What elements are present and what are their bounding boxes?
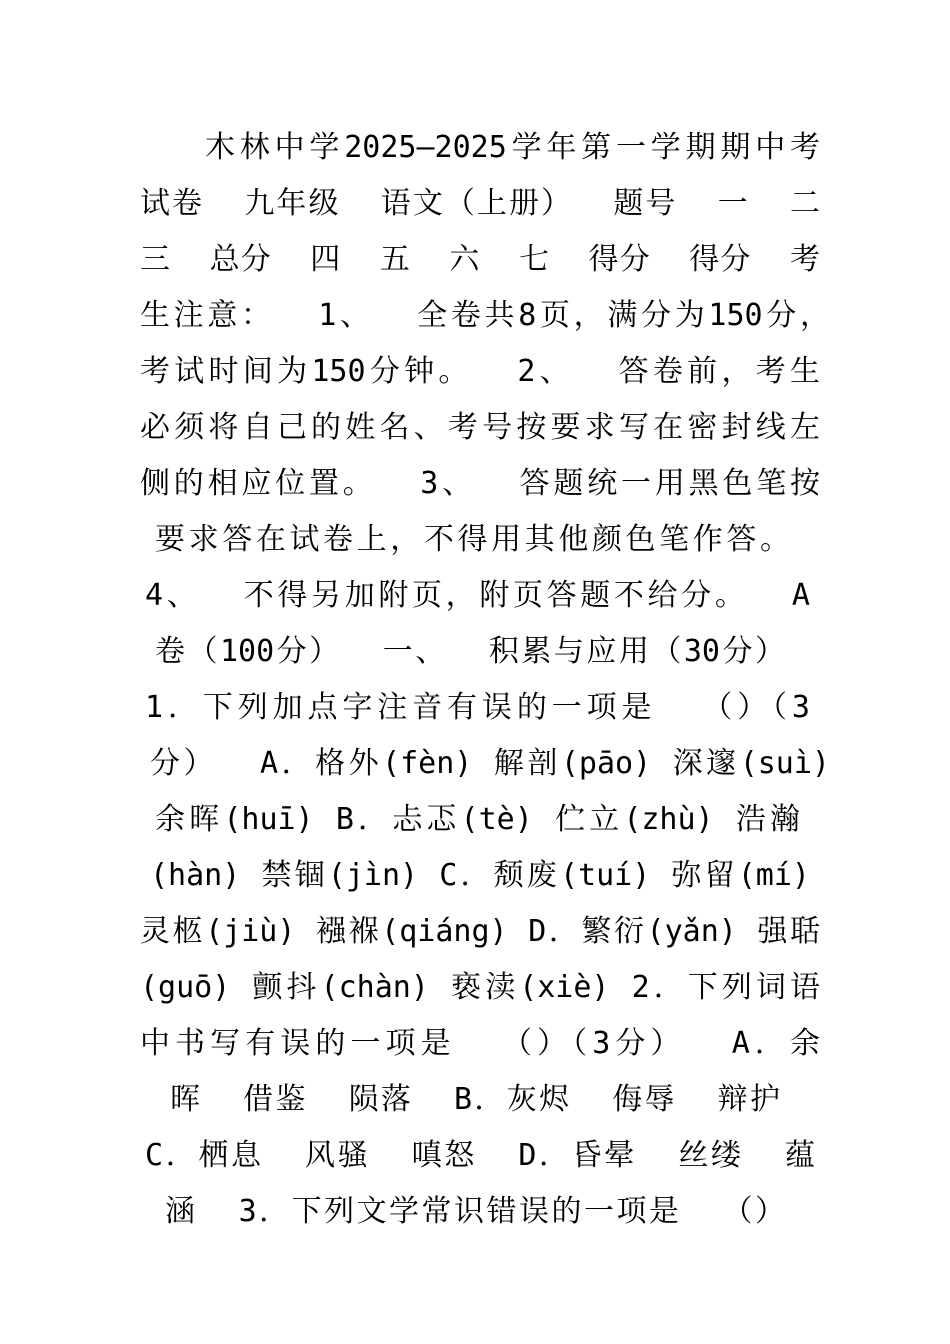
text-line-9: 4、 不得另加附页，附页答题不给分。 A [145, 578, 810, 613]
text-line-2: 试卷 九年级 语文（上册） 题号 一 二 [140, 186, 820, 221]
text-line-15: 灵柩(jiù) 襁褓(qiáng) D．繁衍(yǎn) 强聒 [140, 914, 820, 949]
text-line-19: C．栖息 风骚 嗔怒 D．昏晕 丝缕 蕴 [145, 1138, 815, 1173]
text-line-11: 1．下列加点字注音有误的一项是 （）（3 [145, 690, 810, 725]
text-line-16: (guō) 颤抖(chàn) 亵渎(xiè) 2．下列词语 [140, 970, 820, 1005]
text-line-4: 生注意： 1、 全卷共8页，满分为150分， [140, 298, 830, 333]
text-line-17: 中书写有误的一项是 （）（3分） A．余 [140, 1026, 820, 1061]
text-line-7: 侧的相应位置。 3、 答题统一用黑色笔按 [140, 466, 820, 501]
text-line-8: 要求答在试卷上，不得用其他颜色笔作答。 [155, 522, 790, 557]
text-line-6: 必须将自己的姓名、考号按要求写在密封线左 [140, 410, 820, 445]
text-line-20: 涵 3．下列文学常识错误的一项是 （） [165, 1194, 785, 1229]
text-line-14: (hàn) 禁锢(jìn) C．颓废(tuí) 弥留(mí) [150, 858, 810, 893]
text-line-18: 晖 借鉴 陨落 B．灰烬 侮辱 辩护 [170, 1082, 780, 1117]
text-line-3: 三 总分 四 五 六 七 得分 得分 考 [140, 242, 820, 277]
text-line-10: 卷（100分） 一、 积累与应用（30分） [155, 634, 785, 669]
text-line-12: 分） A．格外(fèn) 解剖(pāo) 深邃(suì) [150, 746, 830, 781]
text-line-13: 余晖(huī) B．忐忑(tè) 伫立(zhù) 浩瀚 [155, 802, 800, 837]
text-line-5: 考试时间为150分钟。 2、 答卷前，考生 [140, 354, 820, 389]
text-line-1: 木林中学2025—2025学年第一学期期中考 [205, 130, 820, 165]
